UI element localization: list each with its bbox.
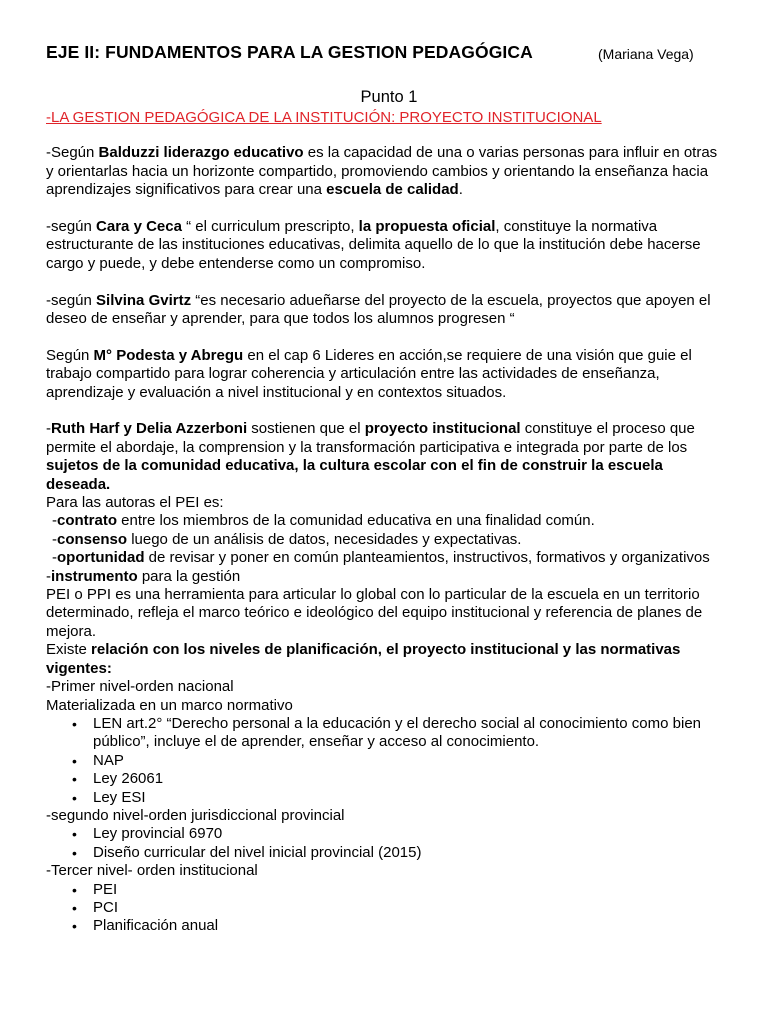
pei-description: PEI o PPI es una herramienta para articular lo global con lo particular de la escuela en un territorio determinado, refleja el marco teórico e ideológico del equipo institucional y referencia de planes de mejora. [46, 586, 703, 640]
nivel2-list [46, 825, 726, 862]
list-item: • Diseño curricular del nivel inicial provincial (2015) [72, 844, 726, 862]
list-item: • Ley ESI [72, 789, 726, 807]
nivel1-subtitle: Materializada en un marco normativo [46, 696, 293, 714]
nivel1-title: -Primer nivel-orden nacional [46, 678, 234, 696]
document-header [46, 42, 726, 63]
list-item: • LEN art.2° “Derecho personal a la educación y el derecho social al conocimiento como bien público”, incluye el de aprender, enseñar y acceso al conocimiento. [72, 715, 726, 752]
section-heading: -LA GESTION PEDAGÓGICA DE LA INSTITUCIÓN: PROYECTO INSTITUCIONAL [46, 109, 602, 126]
paragraph-cara-y-ceca: -según Cara y Ceca “ el curriculum prescripto, la propuesta oficial, constituye la normativa estructurante de las instituciones educativas, delimita aquello de lo que la institución debe hacerse cargo y puede, y debe entenderse como un compromiso. [46, 218, 701, 272]
nivel3-list [46, 881, 726, 936]
paragraph-harf-azzerboni: -Ruth Harf y Delia Azzerboni sostienen que el proyecto institucional constituye el proceso que permite el abordaje, la comprension y la transformación participativa e integrada por parte de los sujetos de la comunidad educativa, la cultura escolar con el fin de construir la escuela deseada. [46, 420, 695, 493]
nivel3-title: -Tercer nivel- orden institucional [46, 862, 258, 880]
list-item: • Ley provincial 6970 [72, 825, 726, 843]
author-name: (Mariana Vega) [598, 46, 694, 62]
list-item: • PEI [72, 881, 726, 899]
relacion-niveles: Existe relación con los niveles de planificación, el proyecto institucional y las normativas vigentes: [46, 641, 681, 677]
nivel2-title: -segundo nivel-orden jurisdiccional provincial [46, 806, 345, 824]
punto-heading: Punto 1 [360, 88, 418, 106]
paragraph-podesta: Según M° Podesta y Abregu en el cap 6 Lideres en acción,se requiere de una visión que guie el trabajo compartido para lograr coherencia y articulación entre las actividades de enseñanza, aprendizaje y evaluación a nivel institucional y en contextos situados. [46, 346, 692, 401]
document-page [46, 42, 726, 936]
list-item: • NAP [72, 752, 726, 770]
list-item: • Ley 26061 [72, 770, 726, 788]
pei-item-contrato: -contrato entre los miembros de la comunidad educativa en una finalidad común. [52, 512, 595, 530]
paragraph-gvirtz: -según Silvina Gvirtz “es necesario adueñarse del proyecto de la escuela, proyectos que apoyen el deseo de enseñar y aprender, para que todos los alumnos progresen “ [46, 291, 711, 328]
list-item: • Planificación anual [72, 917, 726, 935]
pei-item-instrumento: -instrumento para la gestión [46, 567, 241, 585]
nivel1-list [46, 715, 726, 807]
pei-item-oportunidad: -oportunidad de revisar y poner en común planteamientos, instructivos, formativos y organizativos [52, 549, 710, 567]
pei-intro: Para las autoras el PEI es: [46, 494, 224, 512]
document-title: EJE II: FUNDAMENTOS PARA LA GESTION PEDAGÓGICA [46, 42, 533, 62]
paragraph-balduzzi: -Según Balduzzi liderazgo educativo es la capacidad de una o varias personas para influir en otras y orientarlas hacia un horizonte compartido, promoviendo cambios y orientando la enseñanza hacia aprendizajes significativos para crear una escuela de calidad. [46, 144, 718, 199]
pei-item-consenso: -consenso luego de un análisis de datos, necesidades y expectativas. [52, 530, 522, 548]
list-item: • PCI [72, 899, 726, 917]
